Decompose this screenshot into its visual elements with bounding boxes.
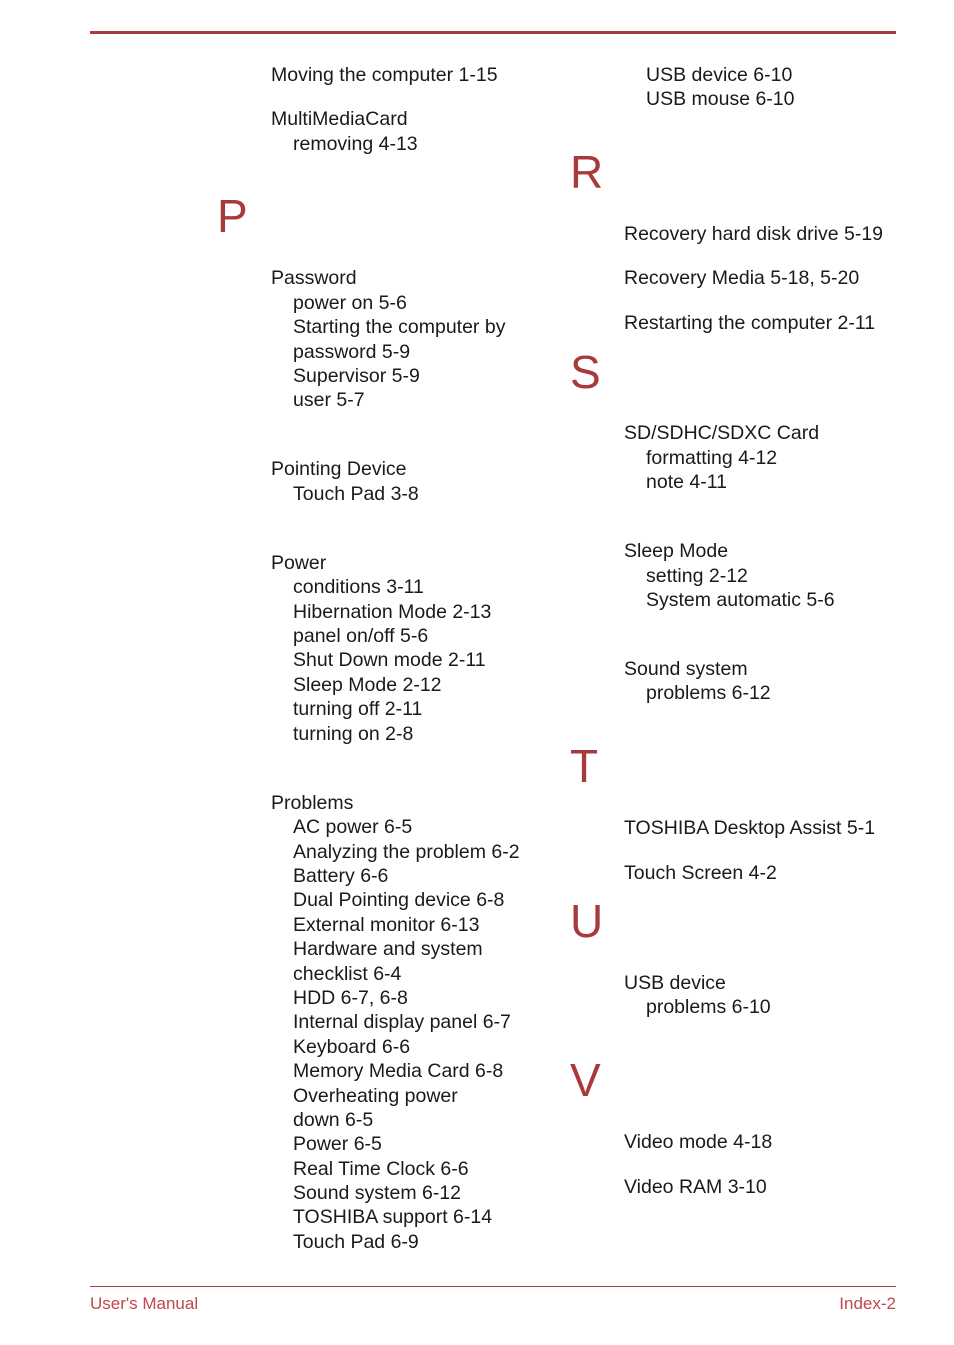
section-letter-p: P — [217, 190, 248, 242]
index-subentry: Overheating power — [293, 1085, 458, 1107]
index-entry: TOSHIBA Desktop Assist 5-1 — [624, 817, 876, 839]
section-letter-s: S — [570, 346, 601, 398]
index-entry: Recovery hard disk drive 5-19 — [624, 223, 884, 245]
index-subentry: power on 5-6 — [293, 292, 407, 314]
index-subentry: Battery 6-6 — [293, 865, 389, 887]
index-subentry: Sound system 6-12 — [293, 1182, 462, 1204]
index-subentry: Hardware and system — [293, 938, 483, 960]
index-entry: Touch Screen 4-2 — [624, 862, 777, 884]
index-subentry: turning off 2-11 — [293, 698, 423, 720]
index-subentry: Starting the computer by — [293, 316, 506, 338]
index-entry: Recovery Media 5-18, 5-20 — [624, 267, 860, 289]
index-subentry: checklist 6-4 — [293, 963, 402, 985]
index-subentry: Hibernation Mode 2-13 — [293, 601, 492, 623]
footer-page-number: Index-2 — [839, 1294, 896, 1313]
index-subentry: Touch Pad 3-8 — [293, 483, 419, 505]
index-entry: USB device — [624, 972, 726, 994]
index-subentry: Supervisor 5-9 — [293, 365, 420, 387]
index-entry: Video RAM 3-10 — [624, 1176, 767, 1198]
index-subentry: formatting 4-12 — [646, 447, 778, 469]
section-letter-r: R — [570, 146, 604, 198]
header-rule — [90, 31, 896, 34]
index-subentry: problems 6-10 — [646, 996, 771, 1018]
index-subentry: turning on 2-8 — [293, 723, 414, 745]
index-entry: Moving the computer 1-15 — [271, 64, 498, 86]
index-subentry: Analyzing the problem 6-2 — [293, 841, 520, 863]
index-subentry: Power 6-5 — [293, 1133, 382, 1155]
index-subentry: problems 6-12 — [646, 682, 771, 704]
index-entry: Sleep Mode — [624, 540, 729, 562]
index-subentry: Memory Media Card 6-8 — [293, 1060, 504, 1082]
footer-manual-title: User's Manual — [90, 1294, 199, 1313]
index-entry: Problems — [271, 792, 354, 814]
index-entry: Pointing Device — [271, 458, 407, 480]
index-entry: Video mode 4-18 — [624, 1131, 773, 1153]
section-letter-u: U — [570, 895, 604, 947]
index-subentry: setting 2-12 — [646, 565, 748, 587]
index-subentry: TOSHIBA support 6-14 — [293, 1206, 493, 1228]
index-entry: SD/SDHC/SDXC Card — [624, 422, 820, 444]
index-subentry: HDD 6-7, 6-8 — [293, 987, 408, 1009]
index-entry: Password — [271, 267, 357, 289]
index-subentry: Shut Down mode 2-11 — [293, 649, 486, 671]
index-entry: Power — [271, 552, 327, 574]
index-subentry: AC power 6-5 — [293, 816, 413, 838]
index-subentry: password 5-9 — [293, 341, 411, 363]
index-subentry: panel on/off 5-6 — [293, 625, 429, 647]
index-entry: Sound system — [624, 658, 748, 680]
index-subentry: conditions 3-11 — [293, 576, 424, 598]
index-subentry: Real Time Clock 6-6 — [293, 1158, 469, 1180]
index-subentry: removing 4-13 — [293, 133, 418, 155]
section-letter-t: T — [570, 740, 599, 792]
index-subentry: note 4-11 — [646, 471, 727, 493]
index-subentry: Dual Pointing device 6-8 — [293, 889, 505, 911]
index-subentry: USB device 6-10 — [646, 64, 793, 86]
index-subentry: user 5-7 — [293, 389, 365, 411]
index-subentry: System automatic 5-6 — [646, 589, 835, 611]
index-subentry: USB mouse 6-10 — [646, 88, 795, 110]
index-subentry: down 6-5 — [293, 1109, 374, 1131]
index-entry: MultiMediaCard — [271, 108, 408, 130]
index-subentry: Internal display panel 6-7 — [293, 1011, 511, 1033]
footer-rule — [90, 1286, 896, 1287]
index-subentry: Touch Pad 6-9 — [293, 1231, 419, 1253]
index-subentry: External monitor 6-13 — [293, 914, 480, 936]
index-subentry: Sleep Mode 2-12 — [293, 674, 442, 696]
index-entry: Restarting the computer 2-11 — [624, 312, 876, 334]
index-subentry: Keyboard 6-6 — [293, 1036, 411, 1058]
section-letter-v: V — [570, 1054, 601, 1106]
